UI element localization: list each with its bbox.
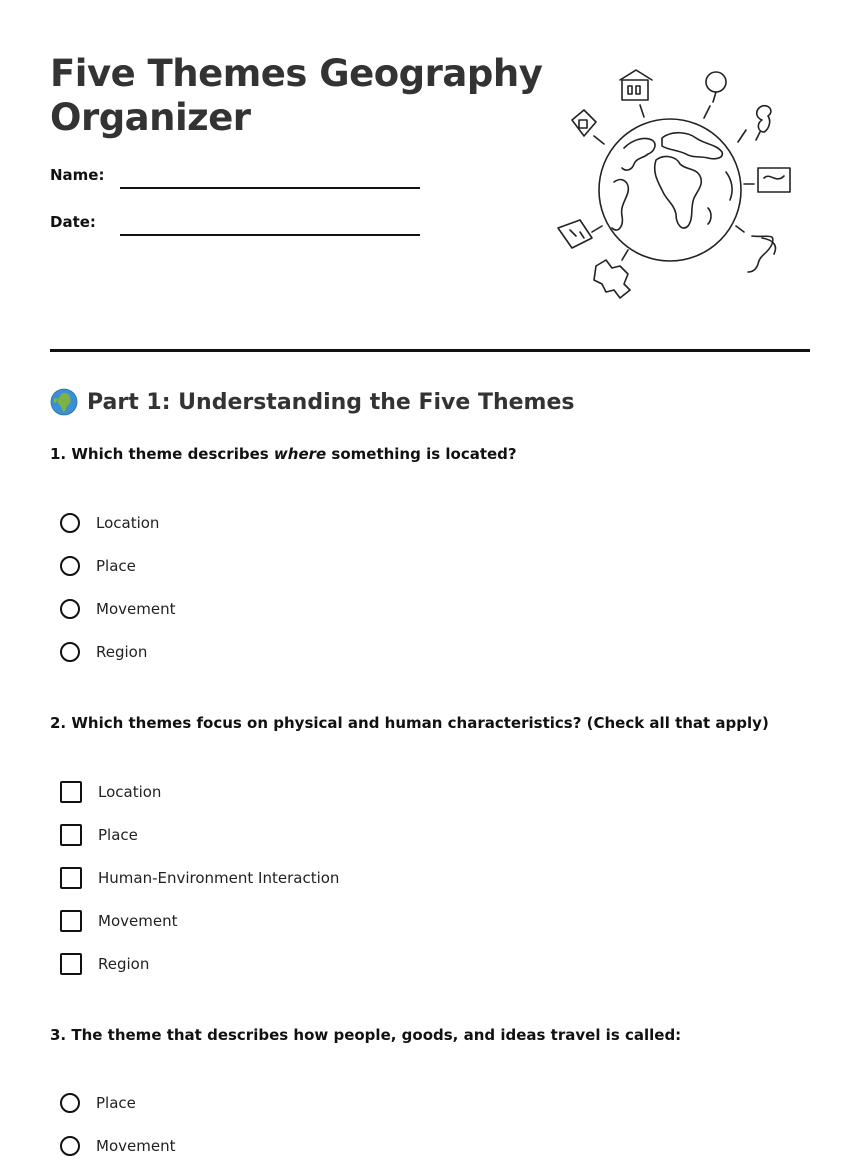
section-heading [50, 388, 574, 416]
globe-illustration [548, 60, 798, 305]
house-icon [620, 70, 652, 117]
option-label: Place [96, 557, 136, 575]
q2-option-movement[interactable] [60, 908, 177, 934]
q1-option-location[interactable] [60, 510, 159, 536]
q2-option-place[interactable] [60, 822, 138, 848]
checkbox[interactable] [60, 781, 82, 803]
checkbox[interactable] [60, 910, 82, 932]
pine-tree-icon [738, 106, 771, 142]
map-icon [744, 168, 790, 192]
q1-option-place[interactable] [60, 553, 136, 579]
option-label: Movement [96, 1137, 176, 1155]
radio-button[interactable] [60, 513, 80, 533]
date-field[interactable] [120, 234, 420, 236]
checkbox[interactable] [60, 953, 82, 975]
checkbox[interactable] [60, 867, 82, 889]
puzzle-map-icon [594, 250, 630, 298]
option-label: Location [98, 783, 162, 801]
treasure-map-icon [558, 220, 602, 248]
q1-option-movement[interactable] [60, 596, 175, 622]
worksheet-title [50, 52, 542, 140]
option-label: Location [96, 514, 160, 532]
checkbox[interactable] [60, 824, 82, 846]
river-icon [736, 226, 776, 272]
radio-button[interactable] [60, 1093, 80, 1113]
section-title: Part 1: Understanding the Five Themes [87, 389, 575, 415]
question-3: 3. The theme that describes how people, goods, and ideas travel is called: [50, 1026, 682, 1044]
name-field[interactable] [120, 187, 420, 189]
date-label: Date: [50, 213, 96, 231]
question-1-text: 1. Which theme describes [50, 445, 274, 463]
option-label: Movement [96, 600, 176, 618]
q2-option-region[interactable] [60, 951, 149, 977]
name-label: Name: [50, 166, 105, 184]
q3-option-place[interactable] [60, 1090, 136, 1116]
option-label: Place [96, 1094, 136, 1112]
radio-button[interactable] [60, 1136, 80, 1156]
title-line-2: Organizer [50, 96, 251, 139]
globe-icon [599, 119, 741, 261]
section-divider [50, 349, 810, 352]
option-label: Human-Environment Interaction [98, 869, 340, 887]
option-label: Region [96, 643, 148, 661]
option-label: Place [98, 826, 138, 844]
q2-option-location[interactable] [60, 779, 161, 805]
question-1 [50, 445, 517, 463]
option-label: Movement [98, 912, 178, 930]
question-1-text-end: something is located? [326, 445, 517, 463]
radio-button[interactable] [60, 642, 80, 662]
option-label: Region [98, 955, 150, 973]
q1-option-region[interactable] [60, 639, 147, 665]
q2-option-human-environment-interaction[interactable] [60, 865, 339, 891]
q3-option-movement[interactable] [60, 1133, 175, 1159]
small-house-icon [572, 110, 604, 144]
title-line-1: Five Themes Geography [50, 52, 543, 95]
radio-button[interactable] [60, 556, 80, 576]
question-2: 2. Which themes focus on physical and human characteristics? (Check all that apply) [50, 714, 769, 732]
radio-button[interactable] [60, 599, 80, 619]
question-1-emphasis: where [273, 445, 327, 463]
globe-africa-emoji-icon [50, 388, 78, 416]
tree-icon [704, 72, 726, 118]
